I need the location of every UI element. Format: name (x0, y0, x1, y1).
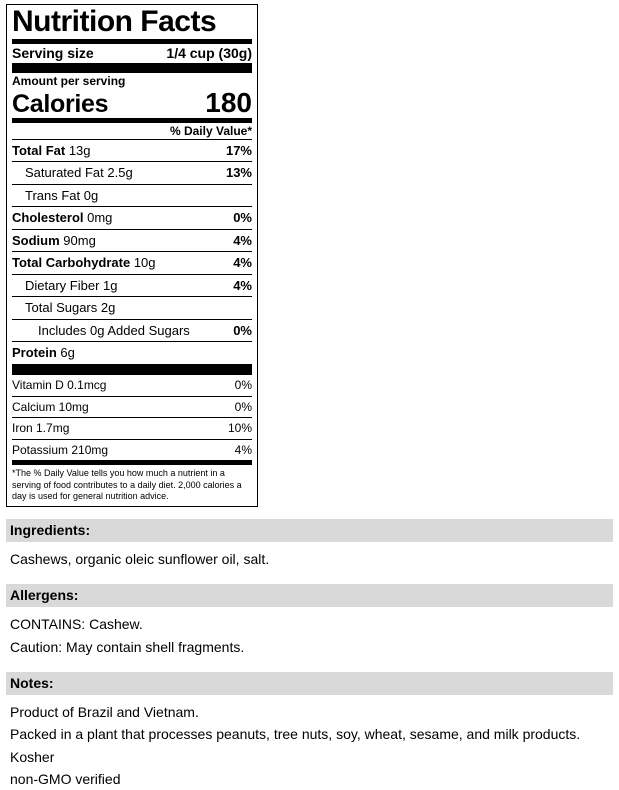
nutrient-row (12, 207, 252, 229)
nutrient-daily-value: 4% (233, 277, 252, 293)
vitamin-row (12, 375, 252, 396)
vitamin-daily-value: 4% (234, 442, 252, 457)
nutrient-row (12, 230, 252, 252)
nutrient-name: Includes 0g Added Sugars (38, 322, 190, 338)
vitamin-daily-value: 0% (234, 399, 252, 414)
nutrient-row (12, 320, 252, 342)
vitamin-name: Vitamin D 0.1mcg (12, 377, 107, 392)
section-line: Product of Brazil and Vietnam. (10, 704, 199, 720)
amount-per-serving-label: Amount per serving (12, 73, 126, 88)
section-line: Caution: May contain shell fragments. (10, 638, 245, 655)
calories-value: 180 (205, 86, 252, 118)
section-heading: Allergens: (6, 584, 613, 607)
section-line: Packed in a plant that processes peanuts, tree nuts, soy, wheat, sesame, and milk products. (10, 726, 581, 743)
section-line: CONTAINS: Cashew. (10, 616, 143, 633)
product-info-sections (0, 519, 619, 790)
nutrient-daily-value: 4% (233, 255, 252, 271)
nutrient-row (12, 140, 252, 162)
nutrient-list (12, 140, 252, 365)
vitamin-row (12, 397, 252, 418)
calories-label: Calories (12, 89, 109, 118)
calories-row (12, 88, 252, 118)
daily-value-footnote: *The % Daily Value tells you how much a nutrient in a serving of food contributes to a daily diet. 2,000 calories a day is used for general nutrition advice. (12, 468, 242, 501)
serving-size-label: Serving size (12, 44, 94, 61)
vitamin-name: Iron 1.7mg (12, 421, 70, 436)
serving-size-value: 1/4 cup (30g) (166, 44, 252, 61)
nutrient-row (12, 275, 252, 297)
section-heading: Notes: (6, 672, 613, 695)
section-line: Kosher (10, 748, 55, 765)
nutrition-facts-panel (6, 4, 258, 507)
nutrient-daily-value: 17% (225, 142, 252, 158)
nutrient-row (12, 162, 252, 184)
section-body (6, 548, 613, 570)
divider-before-vitamins (12, 365, 252, 375)
section-line: non-GMO verified (10, 770, 121, 787)
nutrition-facts-title: Nutrition Facts (12, 5, 217, 38)
vitamin-name: Potassium 210mg (12, 442, 109, 457)
nutrient-row (12, 252, 252, 274)
vitamin-daily-value: 10% (227, 421, 252, 436)
nutrient-name: Dietary Fiber 1g (25, 277, 118, 293)
section-line: Cashews, organic oleic sunflower oil, salt. (10, 551, 270, 568)
nutrient-name: Protein 6g (12, 345, 75, 361)
nutrient-row (12, 342, 252, 364)
serving-size-row (12, 44, 252, 63)
vitamin-row (12, 418, 252, 439)
section-body (6, 613, 613, 658)
nutrient-daily-value: 13% (225, 165, 252, 181)
nutrient-name: Total Fat 13g (12, 142, 91, 158)
divider-after-serving (12, 63, 252, 73)
nutrient-name: Total Sugars 2g (25, 300, 116, 316)
nutrient-name: Cholesterol 0mg (12, 210, 113, 226)
nutrient-daily-value: 0% (233, 210, 252, 226)
vitamin-row (12, 440, 252, 461)
nutrient-name: Trans Fat 0g (25, 187, 99, 203)
vitamin-list (12, 375, 252, 460)
nutrient-name: Saturated Fat 2.5g (25, 165, 133, 181)
nutrient-daily-value: 4% (233, 232, 252, 248)
nutrient-row (12, 297, 252, 319)
vitamin-daily-value: 0% (234, 377, 252, 392)
nutrient-row (12, 185, 252, 207)
section-heading: Ingredients: (6, 519, 613, 542)
nutrient-daily-value: 0% (233, 322, 252, 338)
nutrient-name: Sodium 90mg (12, 232, 96, 248)
daily-value-header: % Daily Value* (169, 123, 252, 138)
vitamin-name: Calcium 10mg (12, 399, 89, 414)
nutrient-name: Total Carbohydrate 10g (12, 255, 156, 271)
section-body (6, 701, 613, 790)
